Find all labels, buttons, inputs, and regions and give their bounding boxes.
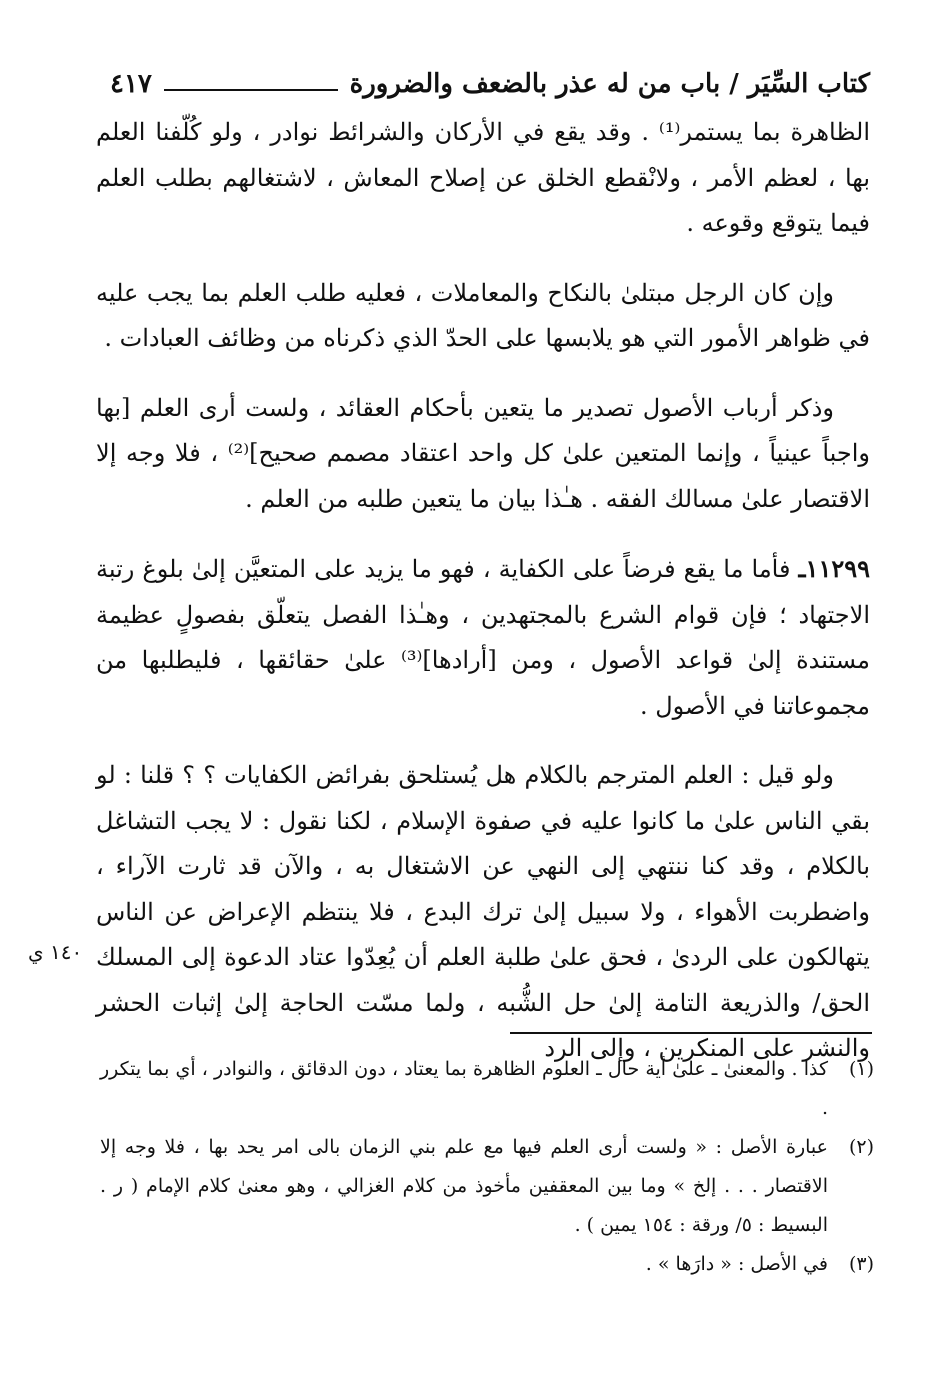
paragraph-2 xyxy=(96,271,870,362)
footnote-line: في الأصل : « دارَها » . xyxy=(645,1253,828,1275)
footnote-line: عبارة الأصل : « ولست أرى العلم فيها مع علم بني الزمان بالى امر يحد بها ، فلا وجه إلا xyxy=(100,1136,828,1158)
footnote-number: (١) xyxy=(848,1058,874,1080)
text-line: وقوعه . xyxy=(686,209,765,237)
text-line: وقد كنا ننتهي إلى النهي عن الاشتغال به ، والآن قد ثارت الآراء ، واضطربت xyxy=(96,852,870,926)
running-header xyxy=(110,62,870,106)
text-line: الناس علىٰ ما كانوا عليه في صفوة الإسلام ، لكنا نقول : لا يجب التشاغل بالكلام ، xyxy=(96,806,870,880)
paragraph-number: ١١٢٩٩ـ xyxy=(798,554,870,583)
text-line: ولو قيل : العلم المترجم بالكلام هل يُستلحق بفرائض الكفايات ؟ ؟ قلنا : لو بقي xyxy=(96,761,870,835)
header-title: كتاب السِّيَر / باب من له عذر بالضعف والضرورة xyxy=(349,69,870,99)
text-line: علىٰ مسالك الفقه . هـٰذا بيان ما يتعين طلبه من العلم . xyxy=(245,484,784,513)
footnote-line: كذا . والمعنىٰ ـ علىٰ أية حال ـ العلوم الظاهرة بما يعتاد ، دون الدقائق ، والنوادر ، أي بما xyxy=(147,1058,828,1080)
footnote-line: البسيط : ٥/ ورقة : ١٥٤ يمين ) . xyxy=(574,1214,828,1236)
footnote-1 xyxy=(100,1050,874,1128)
text-line: إلىٰ حل الشُّبه ، ولما مسّت الحاجة إلىٰ إثبات الحشر والنشر على المنكرين ، وإلى الرد xyxy=(96,988,870,1062)
margin-note: ١٤٠ ي xyxy=(28,940,83,964)
footnotes xyxy=(100,1050,874,1284)
text-line: عينياً ، وإنما المتعين علىٰ كل واحد اعتقاد مصمم صحيح]⁽²⁾ ، فلا وجه إلا الاقتصار xyxy=(96,439,870,513)
footnote-3 xyxy=(100,1245,874,1284)
text-line: الأهواء ، ولا سبيل إلىٰ ترك البدع ، فلا ينتظم الإعراض عن الناس يتهالكون على xyxy=(96,897,870,971)
text-line: وإن كان الرجل مبتلىٰ بالنكاح والمعاملات ، فعليه طلب العلم بما يجب عليه في xyxy=(96,278,870,352)
text-line: وذكر أرباب الأصول تصدير ما يتعين بأحكام العقائد ، ولست أرى العلم [بها واجباً xyxy=(96,393,870,467)
text-line: ظواهر الأمور التي هو يلابسها على الحدّ الذي ذكرناه من وظائف العبادات . xyxy=(104,324,831,352)
footnote-number: (٢) xyxy=(848,1136,874,1158)
page-number: ٤١٧ xyxy=(110,69,152,99)
footnote-number: (٣) xyxy=(848,1253,874,1275)
header-rule xyxy=(164,89,338,91)
text-line: الردىٰ ، فحق علىٰ طلبة العلم أن يُعِدّوا عتاد الدعوة إلى المسلك الحق/ والذريعة التامة xyxy=(96,943,870,1017)
text-line: فأما ما يقع فرضاً على الكفاية ، فهو ما يزيد على المتعيَّن إلىٰ بلوغ رتبة xyxy=(96,555,791,583)
footnote-text xyxy=(100,1050,828,1128)
paragraph-5 xyxy=(96,753,870,1072)
text-line: الظاهرة بما يستمر⁽¹⁾ . وقد يقع في الأركان والشرائط نوادر ، ولو كُلّفنا العلم بها ، xyxy=(96,118,871,192)
text-line: الأصول . xyxy=(639,691,726,720)
footnote-rule xyxy=(510,1032,872,1034)
text-line: لعظم الأمر ، ولانْقطع الخلق عن إصلاح المعاش ، لاشتغالهم بطلب العلم فيما يتوقع xyxy=(96,163,870,237)
text-line: الاجتهاد ؛ فإن قوام الشرع بالمجتهدين ، وهـٰذا الفصل يتعلّق بفصولٍ عظيمة مستندة xyxy=(96,600,870,674)
footnote-2 xyxy=(100,1128,874,1245)
footnote-line: الاقتصار . . . إلخ » وما بين المعقفين مأخوذ من كلام الغزالي ، وهو معنىٰ كلام الإمام ( ر . xyxy=(100,1175,828,1197)
footnote-text xyxy=(100,1245,828,1284)
paragraph-3 xyxy=(96,386,870,523)
text-line: إلىٰ قواعد الأصول ، ومن [أرادها]⁽³⁾ علىٰ حقائقها ، فليطلبها من مجموعاتنا في xyxy=(96,646,870,720)
paragraph-1 xyxy=(96,110,870,247)
footnote-line: يتكرر . xyxy=(100,1058,828,1119)
footnote-text xyxy=(100,1128,828,1245)
main-text xyxy=(96,110,870,1072)
paragraph-4 xyxy=(96,546,870,729)
